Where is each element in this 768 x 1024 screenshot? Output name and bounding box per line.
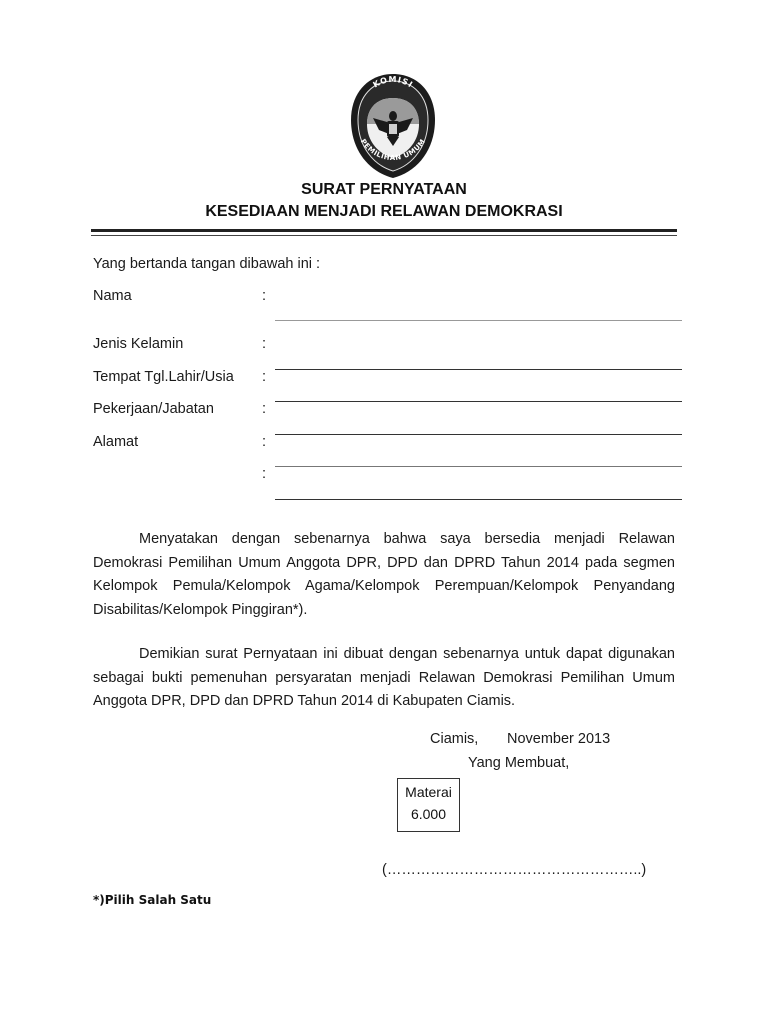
place-text: Ciamis,: [430, 731, 479, 747]
colon-alamat: :: [262, 434, 267, 450]
input-line-alamat[interactable]: [275, 466, 682, 467]
statement-paragraph: Menyatakan dengan sebenarnya bahwa saya bersedia menjadi Relawan Demokrasi Pemilihan Umum Anggota DPR, DPD dan DPRD Tahun 2014 pada segmen Kelompok Pemula/Kelompok Agama/Kelompok Perempuan/Kelompok Penyandang Disabilitas/Kelompok Pinggiran*).: [93, 531, 675, 618]
input-line-nama[interactable]: [275, 320, 682, 321]
header-divider-thin: [91, 235, 677, 236]
header-divider-thick: [91, 229, 677, 232]
colon-jenis-kelamin: :: [262, 336, 267, 352]
colon-nama: :: [262, 288, 267, 304]
label-alamat: Alamat: [93, 434, 139, 450]
kpu-logo: [347, 72, 439, 180]
input-line-pekerjaan[interactable]: [275, 434, 682, 435]
svg-text:PEMILIHAN UMUM: PEMILIHAN UMUM: [358, 137, 428, 163]
signature-line[interactable]: (……………………………………………..): [382, 862, 647, 878]
materai-label: Materai: [405, 784, 452, 800]
svg-text:KOMISI: KOMISI: [371, 74, 415, 90]
intro-text: Yang bertanda tangan dibawah ini :: [93, 256, 321, 272]
input-line-ttl[interactable]: [275, 401, 682, 402]
colon-ttl: :: [262, 369, 267, 385]
date-text: November 2013: [507, 731, 611, 747]
label-nama: Nama: [93, 288, 132, 304]
label-jenis-kelamin: Jenis Kelamin: [93, 336, 184, 352]
label-ttl: Tempat Tgl.Lahir/Usia: [93, 369, 234, 385]
signer-text: Yang Membuat,: [468, 755, 570, 771]
footnote: *)Pilih Salah Satu: [93, 893, 212, 907]
materai-stamp-box: [397, 778, 460, 832]
colon-alamat-2: :: [262, 466, 267, 482]
closing-paragraph: Demikian surat Pernyataan ini dibuat dengan sebenarnya untuk dapat digunakan sebagai bukti pemenuhan persyaratan menjadi Relawan Demokrasi Pemilihan Umum Anggota DPR, DPD dan DPRD Tahun 2014 di Kabupaten Ciamis.: [93, 646, 675, 709]
label-pekerjaan: Pekerjaan/Jabatan: [93, 401, 214, 417]
colon-pekerjaan: :: [262, 401, 267, 417]
document-title: SURAT PERNYATAAN: [301, 181, 467, 198]
document-subtitle: KESEDIAAN MENJADI RELAWAN DEMOKRASI: [205, 203, 563, 220]
input-line-jenis-kelamin[interactable]: [275, 369, 682, 370]
input-line-alamat-2[interactable]: [275, 499, 682, 500]
materai-value: 6.000: [410, 806, 447, 822]
